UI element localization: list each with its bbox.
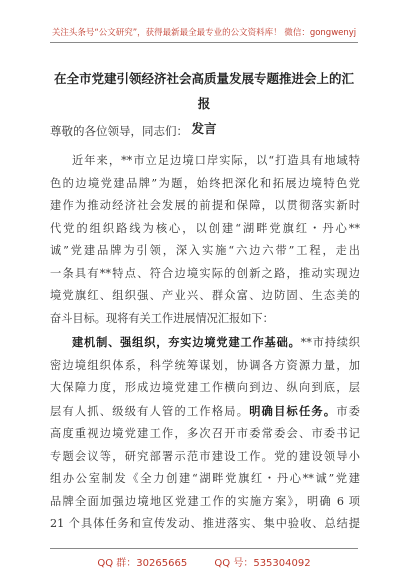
paragraph-line (50, 331, 360, 355)
promo-banner-text: 关注头条号“公文研究”，获得最新最全最专业的公文资料库！ 微信：gongwenyj (51, 28, 357, 38)
paragraph-2 (50, 331, 360, 536)
paragraph-line: 奋斗目标。现将有关工作进展情况汇报如下： (50, 311, 274, 325)
paragraph-line: 大保障力度，形成边境党建工作横向到边、纵向到底，层 (50, 381, 360, 394)
paragraph-line: 高度重视边境党建工作，多次召开市委常委会、市委书记 (50, 427, 360, 440)
paragraph-text: **市持续织 (300, 336, 360, 349)
section-heading: 明确目标任务。 (249, 403, 337, 418)
paragraph-line: 建作为推动经济社会发展的前提和保障，以贯彻落实新时 (50, 199, 360, 212)
qq-number-text: QQ 号：535304092 (214, 558, 311, 569)
paragraph-text: 层有人抓、级级有人管的工作格局。 (50, 404, 250, 418)
paragraph-line: 密边境组织体系，科学统筹谋划，协调各方资源力量，加 (50, 358, 360, 372)
page-footer (0, 548, 408, 580)
paragraph-line: 一条具有**特点、符合边境实际的创新之路，推动实现边 (50, 266, 360, 280)
paragraph-line: 专题会议等，研究部署示范市建设工作。党的建设领导小 (50, 449, 360, 463)
title-line-1: 在全市党建引领经济社会高质量发展专题推进会上的汇报 (53, 71, 354, 111)
qq-group-text: QQ 群：30265665 (97, 558, 188, 569)
paragraph-line: 色的边境党建品牌”为题，始终把深化和拓展边境特色党 (50, 176, 360, 190)
paragraph-line: 诚”党建品牌为引领，深入实施“六边六带”工程，走出 (50, 244, 360, 257)
paragraph-line: 境党旗红、组织强、产业兴、群众富、边防固、生态美的 (50, 289, 360, 302)
footer-divider (50, 548, 358, 549)
paragraph-line: 近年来，**市立足边境口岸实际，以“打造具有地域特 (72, 154, 360, 167)
section-heading: 建机制、强组织，夯实边境党建工作基础。 (72, 335, 301, 349)
paragraph-line: 品牌全面加强边境地区党建工作的实施方案》，明确 6 项 (50, 494, 360, 508)
paragraph-line: 代党的组织路线为核心，以创建“湖畔党旗红・丹心** (50, 221, 360, 235)
paragraph-line: 21 个具体任务和宣传发动、推进落实、集中验收、总结提 (50, 517, 360, 530)
title-line-2: 发言 (191, 121, 217, 136)
greeting: 尊敬的各位领导，同志们： (50, 124, 188, 138)
paragraph-text: 市委 (336, 404, 360, 418)
page-header (0, 0, 408, 50)
paragraph-line: 组办公室制发《全力创建“湖畔党旗红・丹心**诚”党建 (50, 472, 360, 485)
paragraph-1 (50, 150, 360, 330)
footer-contact (0, 554, 408, 569)
paragraph-line (50, 400, 360, 424)
header-divider (50, 42, 358, 43)
